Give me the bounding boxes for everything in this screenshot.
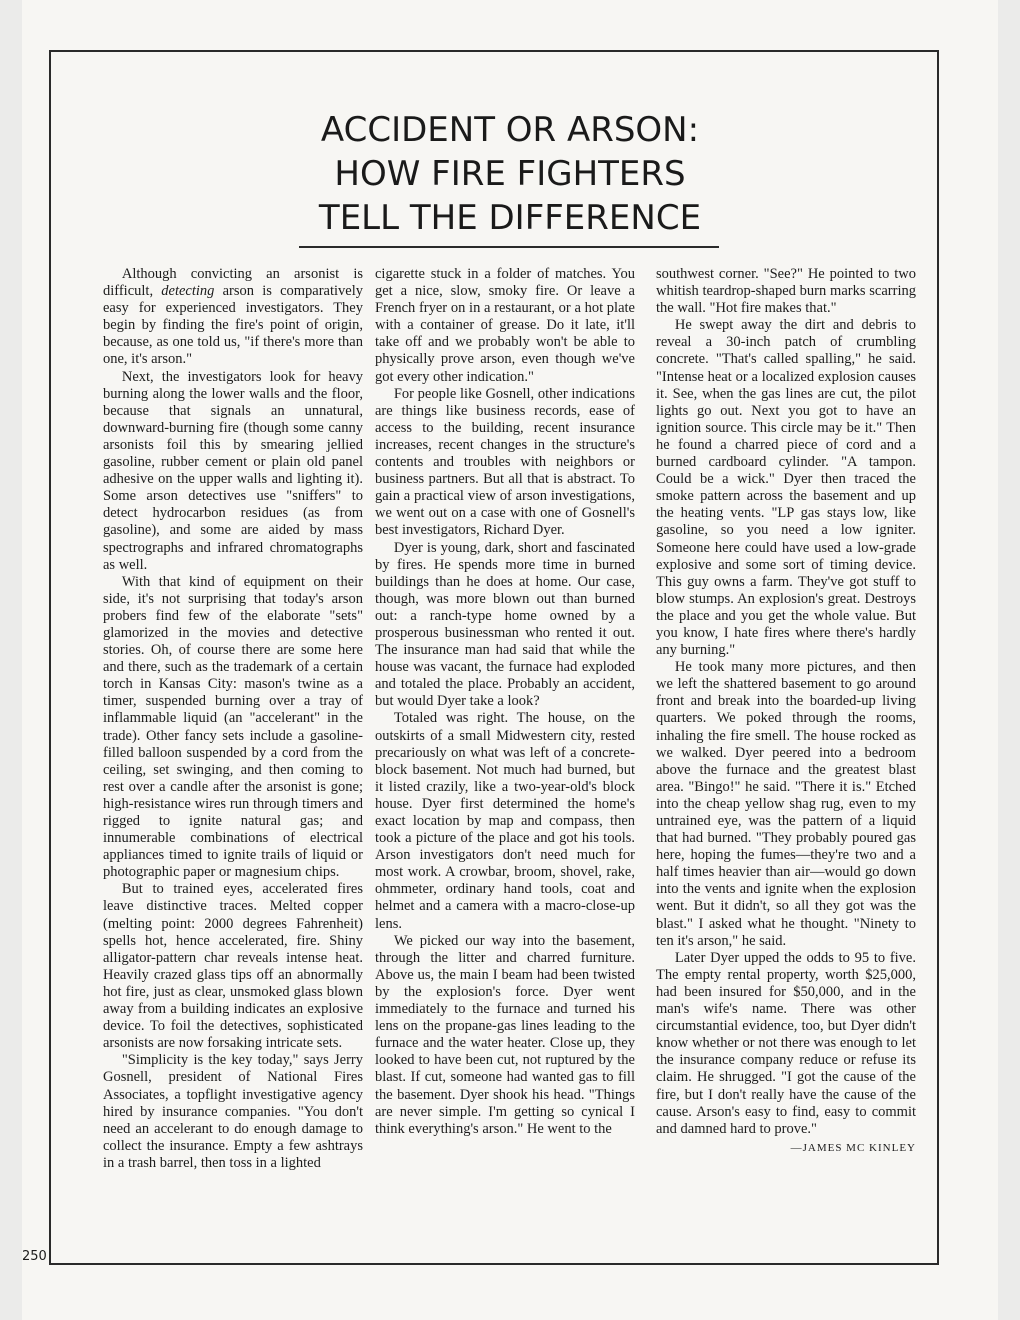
paragraph: We picked our way into the basement, through the litter and charred furniture. Above us, the main I beam had been twisted by the explosion's force. Dyer went immediately to the furnace and turned his lens on the propane-gas lines leading to the furnace and the water heater. Close up, they looked to have been cut, not ruptured by the blast. If cut, someone had wanted gas to fill the basement. Dyer shook his head. "Things are never simple. I'm getting so cynical I think everything's arson." He went to the [375, 932, 635, 1137]
paragraph: "Simplicity is the key today," says Jerry Gosnell, president of National Fires Associates, a topflight investigative agency hired by insurance companies. "You don't need an accelerant to do enough damage to collect the insurance. Empty a few ashtrays in a trash barrel, then toss in a lighted [103, 1052, 363, 1171]
paragraph: He took many more pictures, and then we left the shattered basement to go around front and break into the boarded-up living quarters. We poked through the rooms, inhaling the fire smell. The house rocked as we walked. Dyer peered into a bedroom above the furnace and the greatest blast area. "Bingo!" he said. "There it is." Etched into the cheap yellow shag rug, even to my untrained eye, was the pattern of a liquid that had burned. "They probably poured gas here, hoping the fumes—they're two and a half times heavier than air—would go down into the vents and ignite when the explosion went. But it didn't, so all they got was the blast." I asked what he thought. "Ninety to ten it's arson," he said. [656, 659, 916, 949]
paragraph: Next, the investigators look for heavy burning along the lower walls and the floor, because that signals an unnatural, downward-burning fire (though some canny arsonists foil this by smearing jellied gasoline, rubber cement or plain old panel adhesive on the upper walls and lighting it). Some arson detectives use "sniffers" to detect hydrocarbon residues (as from gasoline), and some are aided by mass spectrographs and infrared chromatographs as well. [103, 368, 363, 573]
paragraph: cigarette stuck in a folder of matches. You get a nice, slow, smoky fire. Or leave a French fryer on in a restaurant, or a hot plate with a container of grease. Do it late, it'll take off and we probably won't be able to physically prove arson, even though we've got every other indication." [375, 266, 635, 385]
paragraph: southwest corner. "See?" He pointed to two whitish teardrop-shaped burn marks scarring the wall. "Hot fire makes that." [656, 266, 916, 317]
paragraph-text: arson is comparatively easy for experienced investigators. They begin by finding the fire's point of origin, because, as one told us, "if there's more than one, it's arson." [103, 283, 363, 368]
headline-line-2: HOW FIRE FIGHTERS [334, 154, 686, 194]
paragraph [103, 266, 363, 369]
paragraph: For people like Gosnell, other indications are things like business records, ease of access to the building, recent insurance increases, recent changes in the structure's contents and troubles with neighbors or business partners. But all that is abstract. To gain a practical view of arson investigations, we went out on a case with one of Gosnell's best investigators, Richard Dyer. [375, 385, 635, 539]
headline-rule [299, 246, 719, 248]
author-byline: —JAMES MC KINLEY [790, 1141, 916, 1154]
paragraph: Totaled was right. The house, on the outskirts of a small Midwestern city, rested precariously on what was left of a concrete-block basement. Not much had burned, but it listed crazily, like a two-year-old's block house. Dyer first determined the home's exact location by map and compass, then took a picture of the place and got his tools. Arson investigators don't need much for most work. A crowbar, broom, shovel, rake, ohmmeter, ordinary hand tools, coat and helmet and a camera with a macro-close-up lens. [375, 710, 635, 932]
column-2 [375, 266, 635, 1138]
headline [0, 108, 1020, 240]
headline-line-1: ACCIDENT OR ARSON: [320, 110, 700, 150]
paragraph: With that kind of equipment on their side, it's not surprising that today's arson probers find few of the elaborate "sets" glamorized in the movies and detective stories. Oh, of course there are some here and there, such as the trademark of a certain torch in Kansas City: mason's twine as a timer, suspended burning over a tray of inflammable liquid (an "accelerant" in the trade). Other fancy sets include a gasoline-filled balloon suspended by a cord from the ceiling, set swinging, and then coming to rest over a candle after the arsonist is gone; high-resistance wires run through timers and rigged to ignite natural gas; and innumerable combinations of electrical appliances timed to ignite trails of liquid or photographic paper or magnesium chips. [103, 573, 363, 881]
emphasized-word: detecting [161, 283, 215, 300]
paragraph-text: Although convicting an arsonist is difficult, [103, 266, 363, 300]
paragraph: He swept away the dirt and debris to reveal a 30-inch patch of crumbling concrete. "That's called spalling," he said. "Intense heat or a localized explosion causes it. See, when the gas lines are cut, the pilot lights go out. Next you got to have an ignition source. This circle may be it." Then he found a charred piece of cord and a burned cardboard cylinder. "A tampon. Could be a wick." Dyer then traced the smoke pattern across the basement and up the heating vents. "LP gas stays low, like gasoline, so you need a low igniter. Someone here could have used a low-grade explosive and some sort of timing device. This guy owns a farm. They've got stuff to blow stumps. An explosion's great. Destroys the place and you get the whole value. But you know, I hate fires where there's hardly any burning." [656, 317, 916, 659]
column-1 [103, 266, 363, 1172]
column-3 [656, 266, 916, 1157]
paragraph: Dyer is young, dark, short and fascinated by fires. He spends more time in burned buildings than he does at home. Our case, though, was more blown out than burned out: a ranch-type home owned by a prosperous businessman who rented it out. The insurance man had said that while the house was vacant, the furnace had exploded and totaled the place. Probably an accident, but would Dyer take a look? [375, 539, 635, 710]
headline-line-3: TELL THE DIFFERENCE [318, 198, 702, 238]
page-number: 250 [22, 1249, 47, 1264]
paragraph: Later Dyer upped the odds to 95 to five. The empty rental property, worth $25,000, had been insured for $50,000, and in the man's wife's name. There was other circumstantial evidence, too, but Dyer didn't know whether or not there was enough to let the insurance company reduce or refuse its claim. He shrugged. "I got the cause of the fire, but I don't really have the cause of the cause. Arson's easy to find, easy to commit and damned hard to prove." [656, 949, 916, 1137]
paragraph: But to trained eyes, accelerated fires leave distinctive traces. Melted copper (melting point: 2000 degrees Fahrenheit) spells hot, hence accelerated, fire. Shiny alligator-pattern char reveals intense heat. Heavily crazed glass tips off an abnormally hot fire, just as clear, unsmoked glass blown away from a building indicates an explosive device. To foil the detectives, sophisticated arsonists are now forsaking intricate sets. [103, 881, 363, 1052]
